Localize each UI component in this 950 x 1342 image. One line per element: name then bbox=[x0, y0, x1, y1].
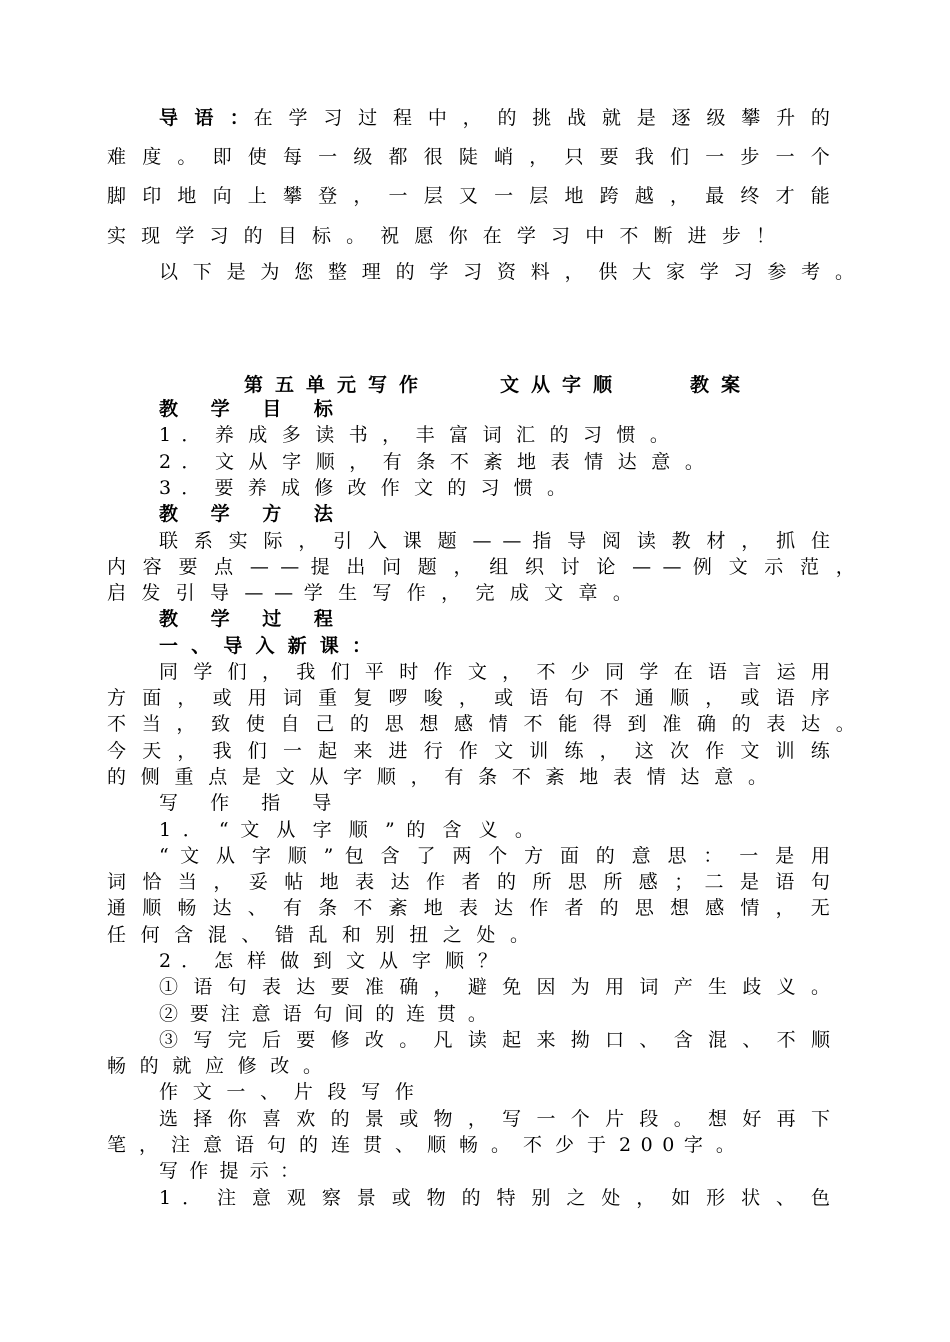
heading-teaching-methods: 教 学 方 法 bbox=[159, 503, 346, 525]
guide-item-2: 2 ． 怎 样 做 到 文 从 字 顺 ？ bbox=[159, 950, 497, 972]
guide-line-2: 词 恰 当 ， 妥 帖 地 表 达 作 者 的 所 思 所 感 ； 二 是 语 句 bbox=[107, 871, 830, 893]
process-line-4: 今 天 ， 我 们 一 起 来 进 行 作 文 训 练 ， 这 次 作 文 训 练 bbox=[107, 740, 830, 762]
title-part-3: 教案 bbox=[690, 374, 753, 396]
tips-line-1: 1 ． 注 意 观 察 景 或 物 的 特 别 之 处 ， 如 形 状 、 色 bbox=[159, 1187, 830, 1209]
title-part-1: 第五单元写作 bbox=[244, 374, 431, 396]
guide-point-1: ① 语 句 表 达 要 准 确 ， 避 免 因 为 用 词 产 生 歧 义 。 bbox=[159, 976, 830, 998]
guide-line-4: 任 何 含 混 、 错 乱 和 别 扭 之 处 。 bbox=[107, 924, 529, 946]
guide-point-3-cont: 畅 的 就 应 修 改 。 bbox=[107, 1055, 322, 1077]
guide-point-3: ③ 写 完 后 要 修 改 。 凡 读 起 来 拗 口 、 含 混 、 不 顺 bbox=[159, 1029, 830, 1051]
methods-line-1: 联 系 实 际 ， 引 入 课 题 — — 指 导 阅 读 教 材 ， 抓 住 bbox=[159, 530, 830, 552]
title-part-2: 文从字顺 bbox=[500, 374, 625, 396]
intro-lead-label: 导 语 ： bbox=[159, 107, 254, 129]
essay-line-2: 笔 ， 注 意 语 句 的 连 贯 、 顺 畅 。 不 少 于 2 0 0 字 。 bbox=[107, 1134, 735, 1156]
process-line-3: 不 当 ， 致 使 自 己 的 思 想 感 情 不 能 得 到 准 确 的 表 达 。 bbox=[107, 713, 855, 735]
intro-line-1 bbox=[159, 106, 830, 130]
intro-lead-text: 在 学 习 过 程 中 ， 的 挑 战 就 是 逐 级 攀 升 的 bbox=[253, 107, 830, 129]
heading-essay-one: 作 文 一 、 片 段 写 作 bbox=[159, 1081, 414, 1103]
methods-line-2: 内 容 要 点 — — 提 出 问 题 ， 组 织 讨 论 — — 例 文 示 范 ， bbox=[107, 556, 855, 578]
methods-line-3: 启 发 引 导 — — 学 生 写 作 ， 完 成 文 章 。 bbox=[107, 582, 632, 604]
heading-teaching-process: 教 学 过 程 bbox=[159, 608, 346, 630]
goal-item-1: 1 ． 养 成 多 读 书 ， 丰 富 词 汇 的 习 惯 。 bbox=[159, 424, 669, 446]
heading-teaching-goals: 教 学 目 标 bbox=[159, 398, 346, 420]
guide-line-3: 通 顺 畅 达 、 有 条 不 紊 地 表 达 作 者 的 思 想 感 情 ， 无 bbox=[107, 897, 830, 919]
process-line-1: 同 学 们 ， 我 们 平 时 作 文 ， 不 少 同 学 在 语 言 运 用 bbox=[159, 661, 830, 683]
guide-point-2: ② 要 注 意 语 句 间 的 连 贯 。 bbox=[159, 1003, 487, 1025]
process-line-2: 方 面 ， 或 用 词 重 复 啰 唆 ， 或 语 句 不 通 顺 ， 或 语 序 bbox=[107, 687, 830, 709]
guide-item-1: 1 ． “ 文 从 字 顺 ” 的 含 义 。 bbox=[159, 819, 534, 841]
heading-writing-tips: 写 作 提 示 ： bbox=[159, 1160, 299, 1182]
intro-line-2: 难 度 。 即 使 每 一 级 都 很 陡 峭 ， 只 要 我 们 一 步 一 个 bbox=[107, 146, 830, 168]
essay-line-1: 选 择 你 喜 欢 的 景 或 物 ， 写 一 个 片 段 。 想 好 再 下 bbox=[159, 1108, 830, 1130]
intro-line-5: 以 下 是 为 您 整 理 的 学 习 资 料 ， 供 大 家 学 习 参 考 。 bbox=[159, 261, 854, 283]
heading-writing-guide: 写 作 指 导 bbox=[159, 792, 345, 814]
goal-item-2: 2 ． 文 从 字 顺 ， 有 条 不 紊 地 表 情 达 意 。 bbox=[159, 451, 704, 473]
guide-line-1: “ 文 从 字 顺 ” 包 含 了 两 个 方 面 的 意 思 ： 一 是 用 bbox=[159, 845, 830, 867]
process-line-5: 的 侧 重 点 是 文 从 字 顺 ， 有 条 不 紊 地 表 情 达 意 。 bbox=[107, 766, 767, 788]
goal-item-3: 3 ． 要 养 成 修 改 作 文 的 习 惯 。 bbox=[159, 477, 566, 499]
intro-line-4: 实 现 学 习 的 目 标 。 祝 愿 你 在 学 习 中 不 断 进 步 ！ bbox=[107, 225, 775, 247]
heading-intro-lesson: 一 、 导 入 新 课 ： bbox=[159, 635, 371, 657]
intro-line-3: 脚 印 地 向 上 攀 登 ， 一 层 又 一 层 地 跨 越 ， 最 终 才 能 bbox=[107, 185, 830, 207]
